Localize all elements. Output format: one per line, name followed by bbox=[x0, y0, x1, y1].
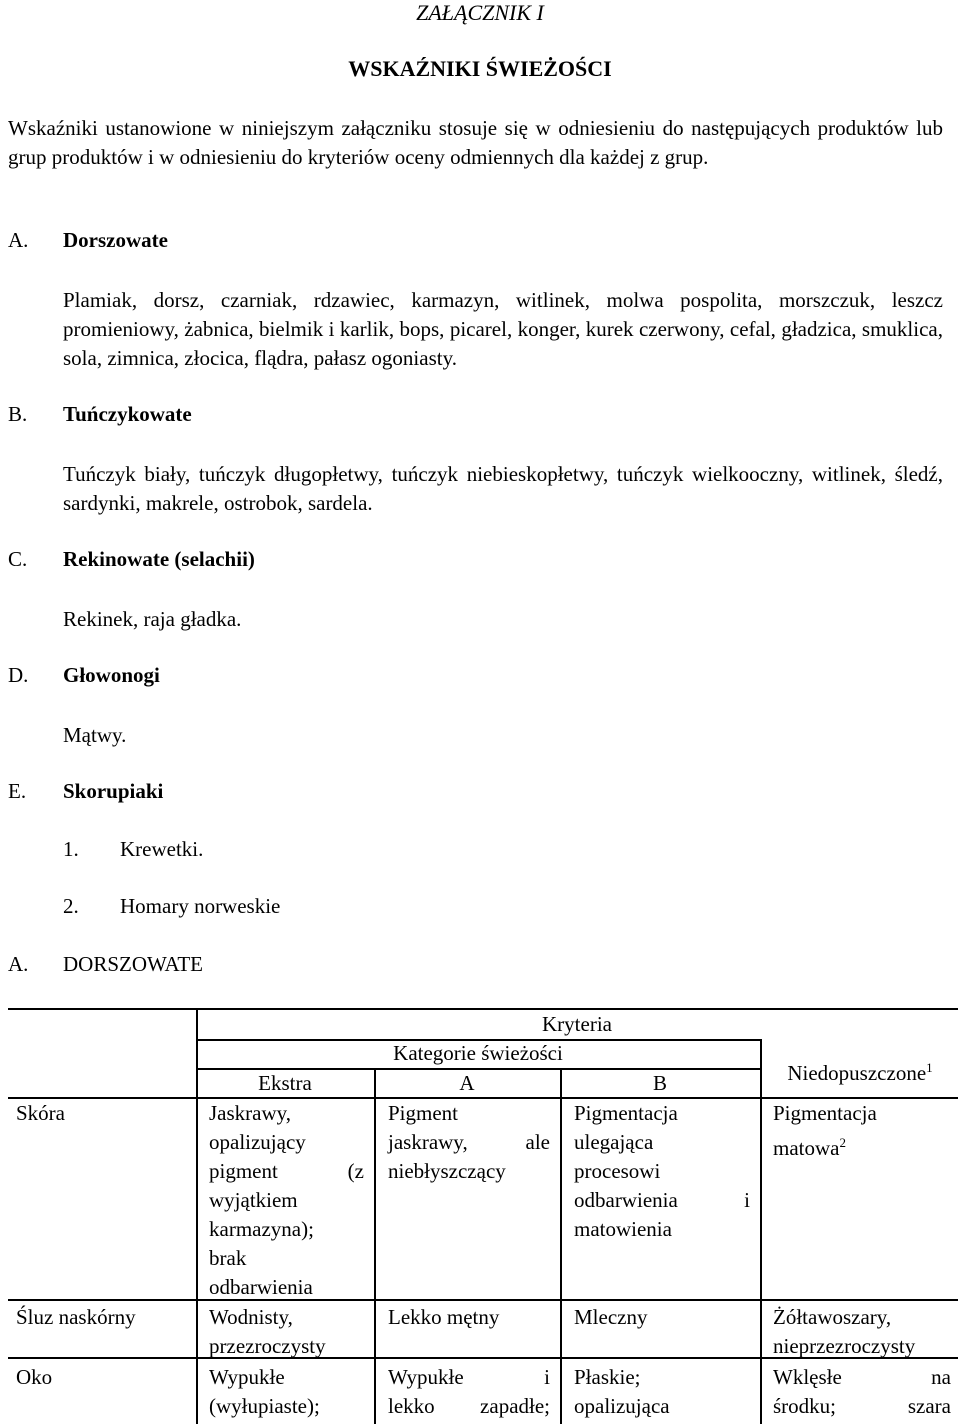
list-item-text: Homary norweskie bbox=[120, 894, 281, 918]
section-a-letter: A. bbox=[8, 228, 29, 252]
grade-a-header: A bbox=[459, 1071, 475, 1095]
eye-extra-cell: Wypukłe (wyłupiaste); bbox=[209, 1365, 320, 1418]
mucus-extra-cell: Wodnisty, przezroczysty bbox=[209, 1305, 326, 1358]
mucus-a-cell: Lekko mętny bbox=[388, 1305, 500, 1329]
intro-paragraph: Wskaźniki ustanowione w niniejszym załączniku stosuje się w odniesieniu do następujących produktów lub grup produktów i w odniesieniu do kryteriów oceny odmiennych dla każdej z grup. bbox=[8, 116, 943, 169]
eye-rejected-cell: Wklęsłe na środku; szara bbox=[773, 1365, 951, 1418]
annex-label: ZAŁĄCZNIK I bbox=[416, 0, 544, 25]
rejected-header: Niedopuszczone$^1$ bbox=[787, 1060, 933, 1085]
section-d-letter: D. bbox=[8, 663, 29, 687]
grade-extra-header: Ekstra bbox=[258, 1071, 312, 1095]
categories-header: Kategorie świeżości bbox=[393, 1041, 563, 1065]
section-a-title: Dorszowate bbox=[63, 228, 168, 252]
table-rule bbox=[560, 1068, 562, 1424]
list-item-number: 1. bbox=[63, 837, 79, 861]
section-c-text: Rekinek, raja gładka. bbox=[63, 607, 242, 631]
mucus-rejected-cell: Żółtawoszary, nieprzezroczysty bbox=[773, 1305, 916, 1358]
skin-a-cell: Pigment jaskrawy, ale niebłyszczący bbox=[388, 1101, 550, 1183]
table-section-title: DORSZOWATE bbox=[63, 952, 203, 976]
row-label-skin: Skóra bbox=[16, 1101, 65, 1125]
list-item-number: 2. bbox=[63, 894, 79, 918]
table-rule bbox=[8, 1299, 958, 1301]
document-heading: WSKAŹNIKI ŚWIEŻOŚCI bbox=[348, 56, 612, 81]
list-item-text: Krewetki. bbox=[120, 837, 204, 861]
section-d-text: Mątwy. bbox=[63, 723, 127, 747]
section-b-text: Tuńczyk biały, tuńczyk długopłetwy, tuńczyk niebieskopłetwy, tuńczyk wielkooczny, witlinek, śledź, sardynki, makrele, ostrobok, sardela. bbox=[63, 462, 943, 515]
table-rule bbox=[760, 1039, 762, 1424]
grade-b-header: B bbox=[652, 1071, 667, 1095]
section-c-title: Rekinowate (selachii) bbox=[63, 547, 255, 571]
section-e-title: Skorupiaki bbox=[63, 779, 164, 803]
mucus-b-cell: Mleczny bbox=[574, 1305, 648, 1329]
section-d-title: Głowonogi bbox=[63, 663, 160, 687]
row-label-eye: Oko bbox=[16, 1365, 53, 1389]
table-section-letter: A. bbox=[8, 952, 29, 976]
section-a-text: Plamiak, dorsz, czarniak, rdzawiec, karmazyn, witlinek, molwa pospolita, morszczuk, leszcz promieniowy, żabnica, bielmik i karlik, bops, picarel, konger, kurek czerwony, cefal, gładzica, smuklica, sola, zimnica, złocica, flądra, pałasz ogoniasty. bbox=[63, 288, 943, 370]
section-b-title: Tuńczykowate bbox=[63, 402, 192, 426]
eye-b-cell: Płaskie; opalizująca bbox=[574, 1365, 670, 1418]
skin-extra-cell: Jaskrawy, opalizujący pigment (z wyjątkiem karmazyna); brak odbarwienia bbox=[209, 1101, 364, 1299]
row-label-mucus: Śluz naskórny bbox=[16, 1305, 136, 1329]
freshness-criteria-table bbox=[8, 1008, 958, 1424]
skin-b-cell: Pigmentacja ulegająca procesowi odbarwienia i matowienia bbox=[574, 1101, 750, 1241]
table-rule bbox=[374, 1068, 376, 1424]
section-c-letter: C. bbox=[8, 547, 28, 571]
criteria-header: Kryteria bbox=[542, 1012, 612, 1036]
skin-rejected-cell: Pigmentacja matowa$^2$ bbox=[773, 1101, 877, 1160]
section-e-letter: E. bbox=[8, 779, 27, 803]
eye-a-cell: Wypukłe i lekko zapadłe; bbox=[388, 1365, 550, 1418]
section-b-letter: B. bbox=[8, 402, 28, 426]
